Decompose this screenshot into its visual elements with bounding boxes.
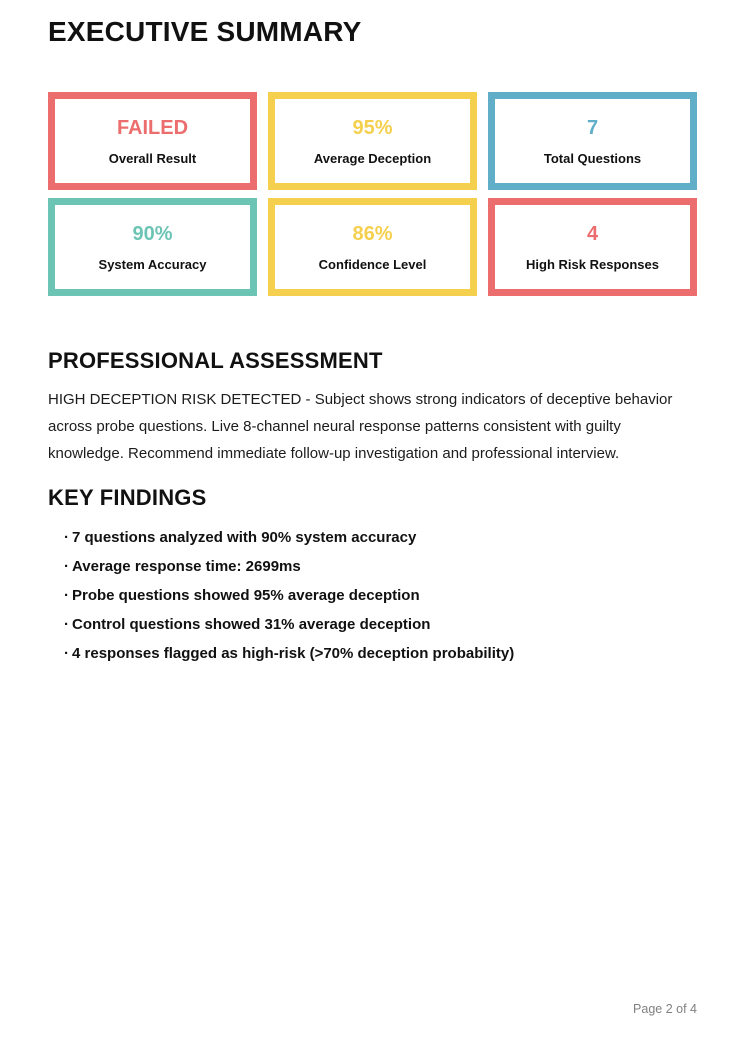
finding-item <box>48 559 697 575</box>
finding-text: Average response time: 2699ms <box>72 558 301 575</box>
stat-label: System Accuracy <box>98 256 207 272</box>
finding-item <box>48 530 697 546</box>
assessment-heading: PROFESSIONAL ASSESSMENT <box>48 348 383 373</box>
finding-item <box>48 617 697 633</box>
stat-card-total-questions <box>488 92 697 190</box>
stat-value: FAILED <box>116 116 189 139</box>
bullet-icon: · <box>64 587 69 604</box>
stat-value: 4 <box>586 222 599 245</box>
stat-card-average-deception <box>268 92 477 190</box>
stat-value: 7 <box>586 116 599 139</box>
findings-heading: KEY FINDINGS <box>48 485 207 510</box>
finding-text: 7 questions analyzed with 90% system accuracy <box>72 529 417 546</box>
stat-card-system-accuracy <box>48 198 257 296</box>
page-number: Page 2 of 4 <box>633 1002 697 1016</box>
assessment-paragraph: HIGH DECEPTION RISK DETECTED - Subject shows strong indicators of deceptive behavior across probe questions. Live 8-channel neural response patterns consistent with guilty knowledge. Recommend immediate follow-up investigation and professional interview. <box>48 391 673 462</box>
stat-card-confidence-level <box>268 198 477 296</box>
stat-card-high-risk-responses <box>488 198 697 296</box>
finding-item <box>48 646 697 662</box>
finding-item <box>48 588 697 604</box>
finding-text: Control questions showed 31% average deception <box>72 616 431 633</box>
stat-cards-grid <box>48 92 697 296</box>
bullet-icon: · <box>64 529 69 546</box>
page-title: EXECUTIVE SUMMARY <box>48 16 362 47</box>
stat-label: Overall Result <box>108 150 197 166</box>
stat-label: Average Deception <box>313 150 432 166</box>
stat-card-overall-result <box>48 92 257 190</box>
finding-text: Probe questions showed 95% average deception <box>72 587 420 604</box>
finding-text: 4 responses flagged as high-risk (>70% deception probability) <box>72 645 515 662</box>
stat-label: Confidence Level <box>318 256 427 272</box>
stat-value: 86% <box>352 222 393 245</box>
stat-value: 95% <box>352 116 393 139</box>
stat-value: 90% <box>132 222 173 245</box>
stat-label: High Risk Responses <box>526 256 659 272</box>
bullet-icon: · <box>64 616 69 633</box>
stat-label: Total Questions <box>543 150 642 166</box>
bullet-icon: · <box>64 558 69 575</box>
findings-list <box>48 530 697 662</box>
bullet-icon: · <box>64 645 69 662</box>
